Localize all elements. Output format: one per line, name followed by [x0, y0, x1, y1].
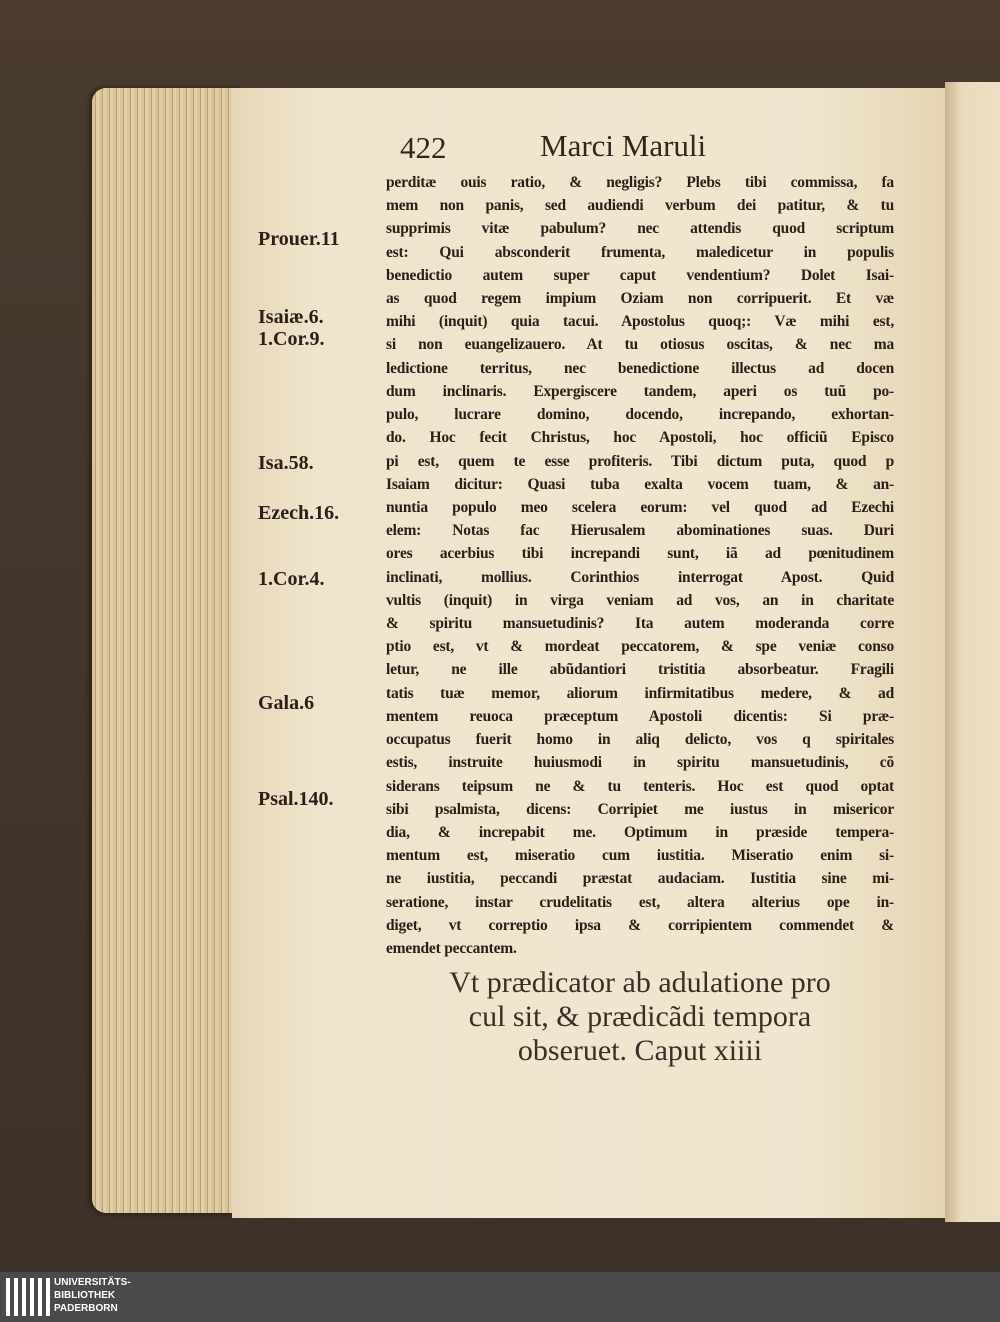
margin-note: 1.Cor.9.	[258, 328, 325, 350]
text-line: seratione, instar crudelitatis est, altera alterius ope in-	[386, 893, 894, 911]
text-line: diget, vt correptio ipsa & corripientem commendet &	[386, 916, 894, 934]
text-line: estis, instruite huiusmodi in spiritu mansuetudinis, cõ	[386, 754, 894, 772]
margin-note: Ezech.16.	[258, 502, 340, 524]
chapter-title-line: Vt prædicator ab adulatione pro	[449, 966, 831, 999]
text-line: dum inclinaris. Expergiscere tandem, aperi os tuũ po-	[386, 382, 894, 400]
margin-note: Isa.58.	[258, 452, 314, 474]
text-line: supprimis vitæ pabulum? nec attendis quod scriptum	[386, 220, 894, 238]
text-line: do. Hoc fecit Christus, hoc Apostoli, hoc officiũ Episco	[386, 429, 894, 447]
running-title: Marci Maruli	[540, 128, 707, 163]
margin-note: Psal.140.	[258, 788, 334, 810]
text-line: mentem reuoca præceptum Apostoli dicentis: Si præ-	[386, 707, 894, 725]
library-logo-text	[54, 1276, 131, 1315]
margin-note: Prouer.11	[258, 228, 340, 250]
text-line: occupatus fuerit homo in aliq delicto, vos q spiritales	[386, 731, 894, 749]
text-line: si non euangelizauero. At tu otiosus oscitas, & nec ma	[386, 336, 894, 354]
text-line: Isaiam dicitur: Quasi tuba exalta vocem tuam, & an-	[386, 475, 894, 493]
text-line: est: Qui absconderit frumenta, maledicetur in populis	[386, 243, 894, 261]
margin-note: Gala.6	[258, 692, 315, 714]
text-line: & spiritu mansuetudinis? Ita autem moderanda corre	[386, 615, 894, 633]
text-line: ptio est, vt & mordeat peccatorem, & spe veniæ conso	[386, 638, 894, 656]
text-line: vultis (inquit) in virga veniam ad vos, an in charitate	[386, 591, 894, 609]
text-line: ores acerbius tibi increpandi sunt, iã ad pœnitudinem	[386, 545, 894, 563]
text-line: nuntia populo meo scelera eorum: vel quod ad Ezechi	[386, 498, 894, 516]
facing-page-edge	[945, 82, 1000, 1222]
text-line: pi est, quem te esse profiteris. Tibi dictum puta, quod p	[386, 452, 894, 470]
text-line: elem: Notas fac Hierusalem abominationes suas. Duri	[386, 522, 894, 540]
library-logo-icon	[6, 1278, 50, 1316]
text-line: emendet peccantem.	[386, 940, 517, 957]
text-line: siderans teipsum ne & tu tenteris. Hoc est quod optat	[386, 777, 894, 795]
page-number: 422	[400, 130, 447, 165]
chapter-title-line: obseruet. Caput xiiii	[517, 1034, 763, 1067]
text-line: ne iustitia, peccandi præstat audaciam. Iustitia sine mi-	[386, 870, 894, 888]
text-line: dia, & increpabit me. Optimum in præside tempera-	[386, 823, 894, 841]
text-line: tatis tuæ memor, aliorum infirmitatibus medere, & ad	[386, 684, 894, 702]
text-line: mentum est, miseratio cum iustitia. Miseratio enim si-	[386, 847, 894, 865]
text-line: mihi (inquit) quia tacui. Apostolus quoq;: Væ mihi est,	[386, 313, 894, 331]
text-line: mem non panis, sed audiendi verbum dei patitur, & tu	[386, 197, 894, 215]
text-line: ledictione territus, nec benedictione illectus ad docen	[386, 359, 894, 377]
logo-line: UNIVERSITÄTS-	[54, 1277, 131, 1288]
text-line: sibi psalmista, dicens: Corripiet me iustus in misericor	[386, 800, 894, 818]
text-line: as quod regem impium Oziam non corripuerit. Et væ	[386, 290, 894, 308]
logo-line: BIBLIOTHEK	[54, 1290, 116, 1301]
text-line: letur, ne ille abũdantiori tristitia absorbeatur. Fragili	[386, 661, 894, 679]
text-line: pulo, lucrare domino, docendo, increpando, exhortan-	[386, 406, 894, 424]
margin-note: 1.Cor.4.	[258, 568, 325, 590]
chapter-title-line: cul sit, & prædicãdi tempora	[468, 1000, 812, 1033]
text-line: perditæ ouis ratio, & negligis? Plebs tibi commissa, fa	[386, 174, 894, 191]
margin-note: Isaiæ.6.	[258, 306, 324, 328]
logo-line: PADERBORN	[54, 1303, 118, 1314]
book-page-edges	[92, 88, 242, 1213]
footer-bar	[0, 1272, 1000, 1322]
text-line: inclinati, mollius. Corinthios interrogat Apost. Quid	[386, 568, 894, 586]
text-line: benedictio autem super caput vendentium? Dolet Isai-	[386, 266, 894, 284]
